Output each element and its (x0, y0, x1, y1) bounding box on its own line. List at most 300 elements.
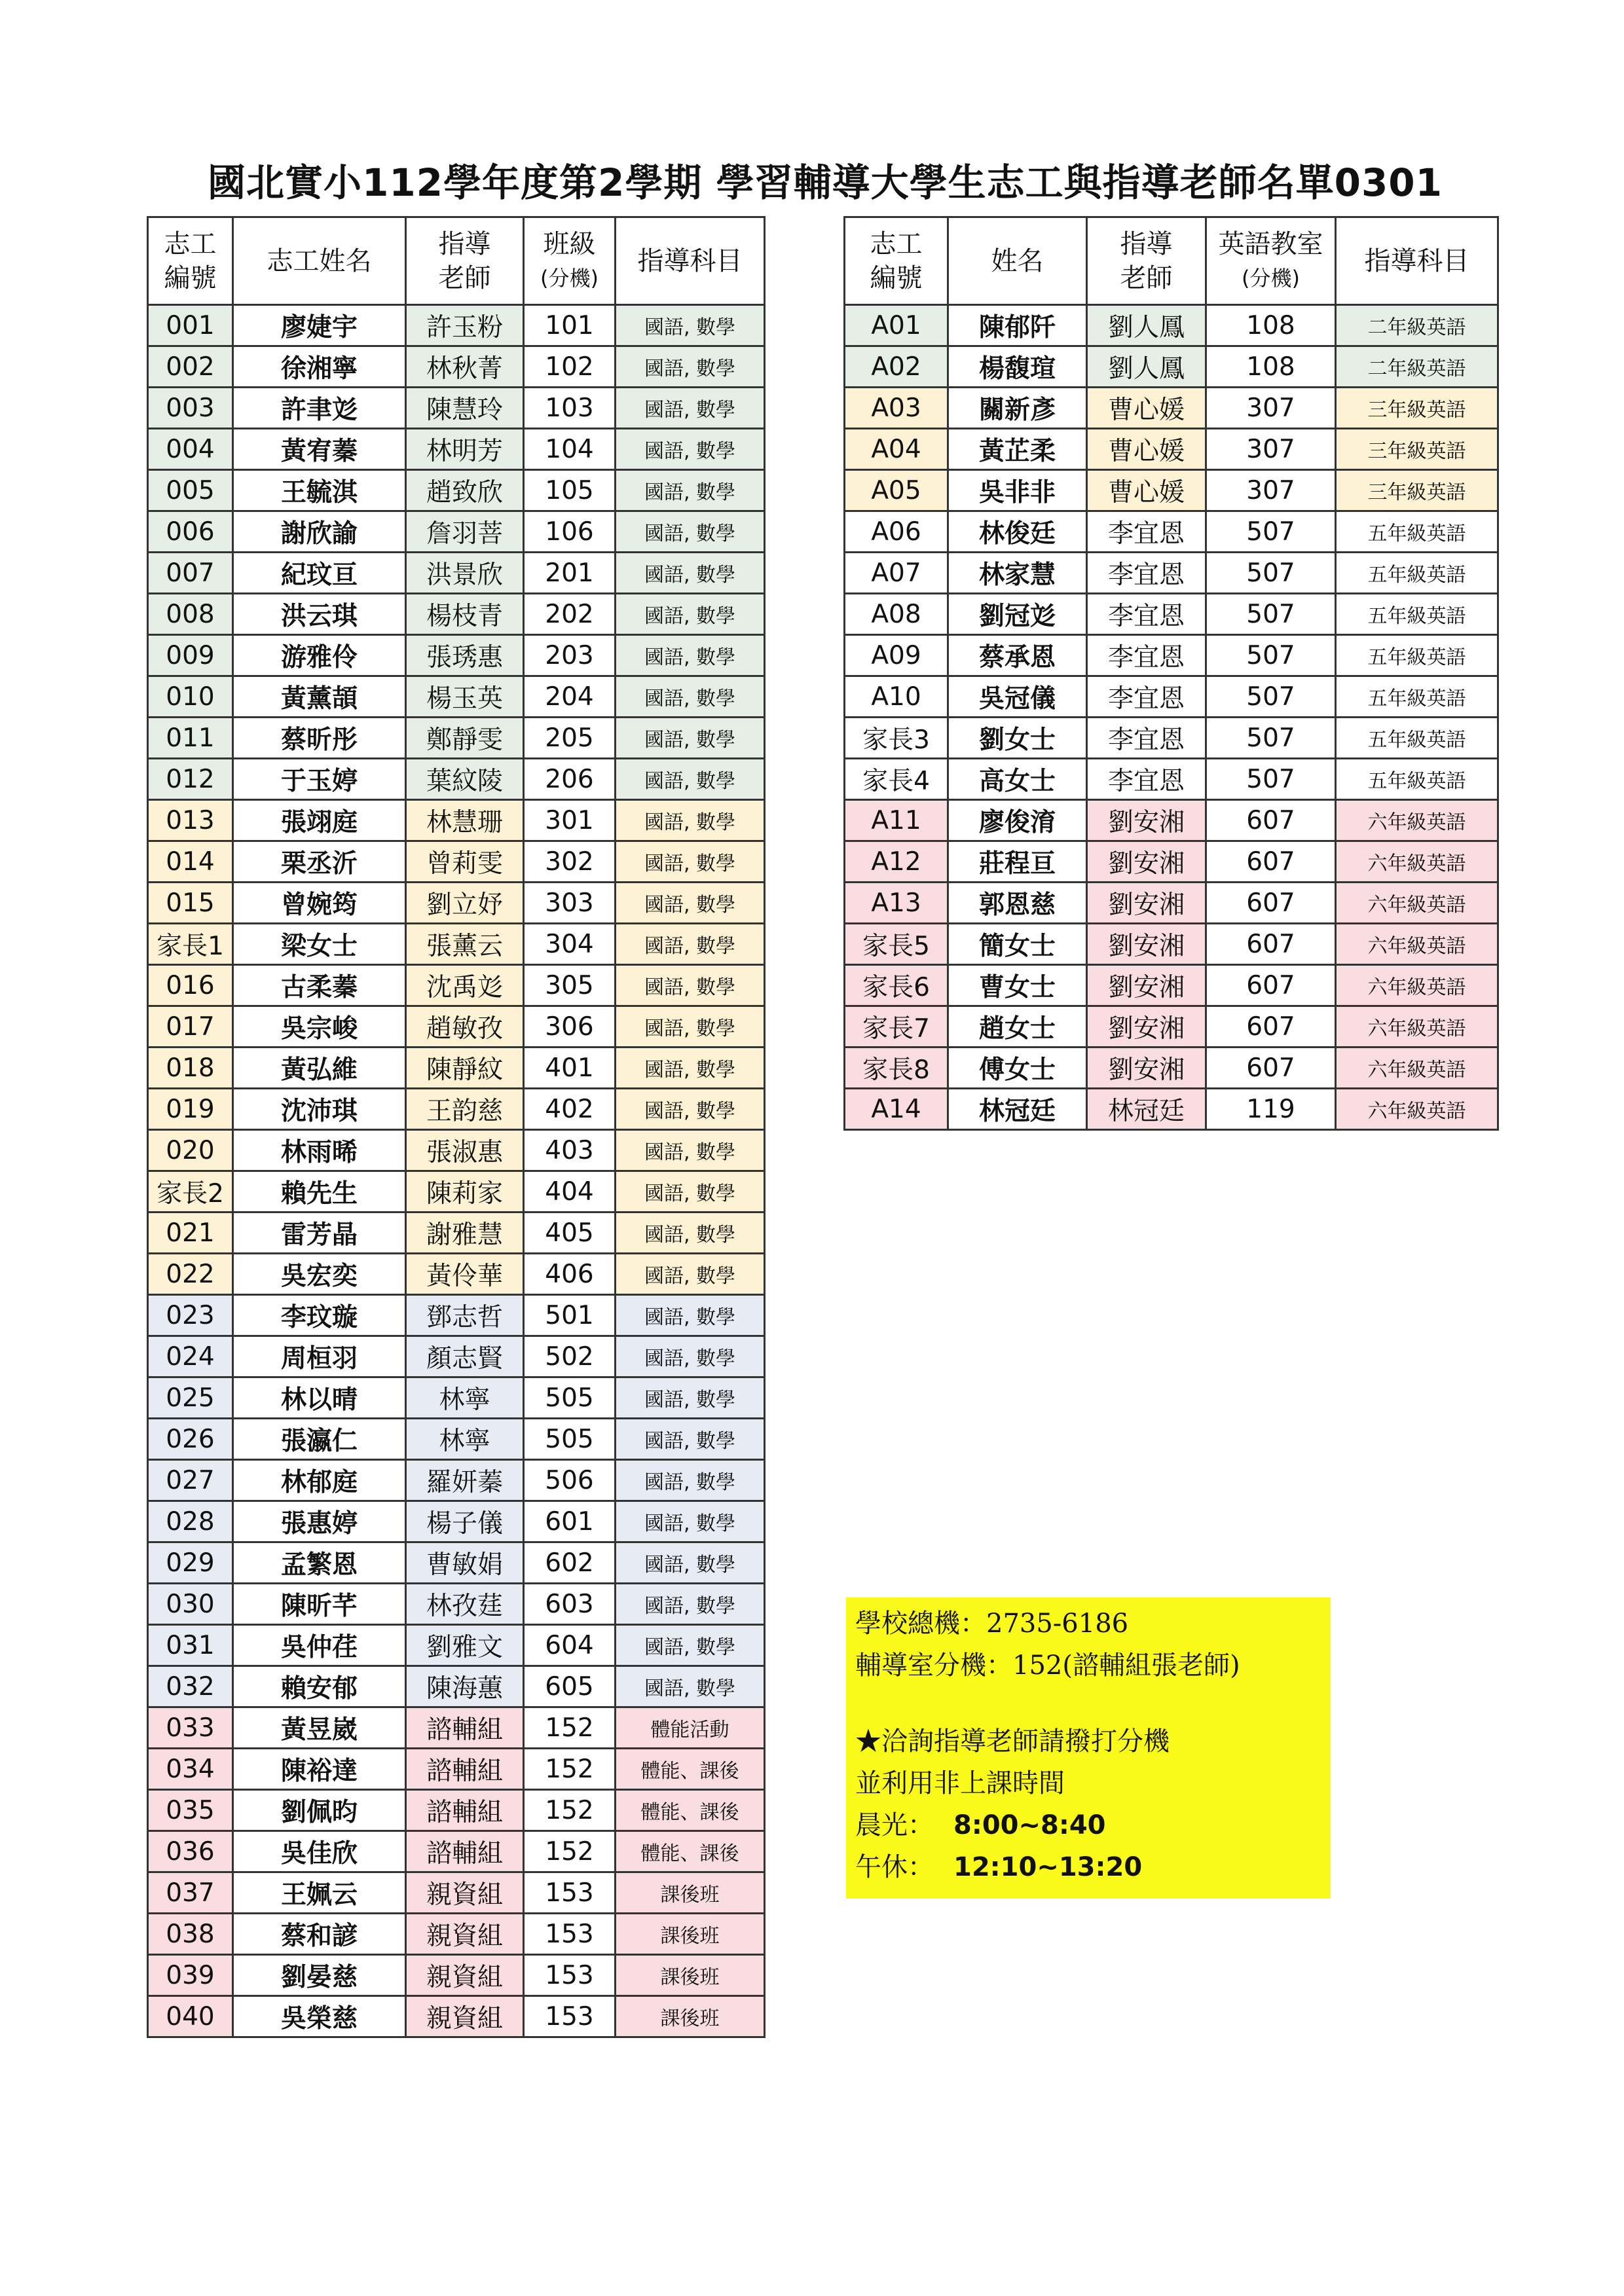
table-row (148, 718, 765, 759)
cell-class: 507 (1206, 553, 1336, 594)
cell-name: 王姵云 (233, 1872, 406, 1914)
cell-teacher: 林慧珊 (406, 800, 524, 841)
table-row (148, 800, 765, 841)
table-row (148, 841, 765, 883)
header-class-label: 英語教室 (1218, 228, 1323, 259)
cell-subject: 五年級英語 (1336, 718, 1498, 759)
cell-class: 607 (1206, 883, 1336, 924)
cell-id: 035 (148, 1790, 233, 1831)
cell-name: 吳宏奕 (233, 1254, 406, 1295)
cell-id: 025 (148, 1377, 233, 1419)
table-row (148, 1625, 765, 1666)
cell-id: 011 (148, 718, 233, 759)
cell-subject: 國語, 數學 (616, 470, 765, 511)
header-teacher: 指導 老師 (1087, 217, 1206, 305)
cell-name: 黃弘維 (233, 1048, 406, 1089)
cell-class: 502 (524, 1336, 616, 1377)
table-header-row (148, 217, 765, 305)
cell-class: 401 (524, 1048, 616, 1089)
header-class-sub: (分機) (540, 265, 599, 291)
cell-teacher: 張淑惠 (406, 1130, 524, 1171)
cell-teacher: 李宜恩 (1087, 553, 1206, 594)
cell-teacher: 親資組 (406, 1996, 524, 2037)
table-row (845, 965, 1498, 1006)
header-class (524, 217, 616, 305)
cell-teacher: 楊枝青 (406, 594, 524, 635)
cell-name: 趙女士 (948, 1006, 1087, 1048)
cell-name: 黃薰頡 (233, 676, 406, 718)
cell-subject: 六年級英語 (1336, 924, 1498, 965)
cell-class: 153 (524, 1914, 616, 1955)
cell-class: 105 (524, 470, 616, 511)
cell-name: 簡女士 (948, 924, 1087, 965)
table-row (845, 1089, 1498, 1130)
cell-subject: 二年級英語 (1336, 305, 1498, 346)
cell-id: 家長1 (148, 924, 233, 965)
table-row (148, 346, 765, 388)
noon-time-row (855, 1846, 1321, 1888)
cell-class: 602 (524, 1542, 616, 1584)
table-row (148, 1377, 765, 1419)
header-id: 志工 編號 (845, 217, 948, 305)
cell-id: 家長8 (845, 1048, 948, 1089)
cell-name: 謝欣諭 (233, 511, 406, 553)
cell-class: 204 (524, 676, 616, 718)
table-row (148, 1707, 765, 1749)
cell-subject: 國語, 數學 (616, 1295, 765, 1336)
cell-teacher: 陳莉家 (406, 1171, 524, 1212)
cell-subject: 六年級英語 (1336, 1048, 1498, 1089)
cell-class: 307 (1206, 470, 1336, 511)
cell-name: 孟繁恩 (233, 1542, 406, 1584)
cell-id: A04 (845, 429, 948, 470)
cell-name: 高女士 (948, 759, 1087, 800)
cell-id: 006 (148, 511, 233, 553)
cell-subject: 體能、課後 (616, 1749, 765, 1790)
cell-name: 傅女士 (948, 1048, 1087, 1089)
cell-id: 022 (148, 1254, 233, 1295)
cell-subject: 國語, 數學 (616, 1542, 765, 1584)
cell-name: 關新彥 (948, 388, 1087, 429)
cell-class: 307 (1206, 388, 1336, 429)
cell-subject: 國語, 數學 (616, 924, 765, 965)
cell-name: 于玉婷 (233, 759, 406, 800)
table-row (148, 429, 765, 470)
cell-name: 劉冠彣 (948, 594, 1087, 635)
table-row (148, 1048, 765, 1089)
cell-class: 406 (524, 1254, 616, 1295)
table-row (845, 429, 1498, 470)
cell-teacher: 楊子儀 (406, 1501, 524, 1542)
table-row (845, 718, 1498, 759)
table-row (845, 470, 1498, 511)
table-row (845, 511, 1498, 553)
cell-id: 024 (148, 1336, 233, 1377)
cell-name: 陳郁阡 (948, 305, 1087, 346)
cell-subject: 國語, 數學 (616, 676, 765, 718)
table-row (148, 470, 765, 511)
table-row (148, 553, 765, 594)
cell-teacher: 李宜恩 (1087, 676, 1206, 718)
cell-id: 032 (148, 1666, 233, 1707)
cell-teacher: 王韵慈 (406, 1089, 524, 1130)
cell-id: 040 (148, 1996, 233, 2037)
cell-teacher: 林秋菁 (406, 346, 524, 388)
cell-id: 016 (148, 965, 233, 1006)
cell-id: 004 (148, 429, 233, 470)
cell-id: 028 (148, 1501, 233, 1542)
page-title: 國北實小112學年度第2學期 學習輔導大學生志工與指導老師名單0301 (207, 160, 1443, 205)
cell-teacher: 親資組 (406, 1914, 524, 1955)
cell-id: 015 (148, 883, 233, 924)
cell-teacher: 李宜恩 (1087, 635, 1206, 676)
cell-teacher: 葉紋陵 (406, 759, 524, 800)
cell-name: 蔡昕彤 (233, 718, 406, 759)
cell-teacher: 李宜恩 (1087, 718, 1206, 759)
cell-name: 吳冠儀 (948, 676, 1087, 718)
table-row (148, 635, 765, 676)
cell-class: 201 (524, 553, 616, 594)
cell-teacher: 鄭靜雯 (406, 718, 524, 759)
cell-name: 張瀛仁 (233, 1419, 406, 1460)
cell-teacher: 劉安湘 (1087, 1006, 1206, 1048)
cell-class: 206 (524, 759, 616, 800)
table-row (148, 1254, 765, 1295)
contact-instruction: ★洽詢指導老師請撥打分機 (855, 1726, 1170, 1757)
cell-id: 036 (148, 1831, 233, 1872)
cell-teacher: 許玉粉 (406, 305, 524, 346)
cell-name: 吳宗峻 (233, 1006, 406, 1048)
volunteer-table-english (843, 216, 1499, 1131)
cell-subject: 國語, 數學 (616, 718, 765, 759)
cell-teacher: 親資組 (406, 1955, 524, 1996)
cell-subject: 三年級英語 (1336, 388, 1498, 429)
cell-name: 黃宥蓁 (233, 429, 406, 470)
cell-teacher: 林孜莛 (406, 1584, 524, 1625)
cell-name: 黃芷柔 (948, 429, 1087, 470)
table-row (845, 841, 1498, 883)
table-row (845, 1006, 1498, 1048)
cell-teacher: 林明芳 (406, 429, 524, 470)
cell-subject: 五年級英語 (1336, 594, 1498, 635)
cell-subject: 五年級英語 (1336, 553, 1498, 594)
cell-id: 037 (148, 1872, 233, 1914)
table-row (148, 1790, 765, 1831)
cell-name: 廖婕宇 (233, 305, 406, 346)
cell-id: 009 (148, 635, 233, 676)
cell-subject: 體能、課後 (616, 1831, 765, 1872)
cell-subject: 體能、課後 (616, 1790, 765, 1831)
table-row (148, 1914, 765, 1955)
left-table-body (148, 305, 765, 2037)
table-row (845, 594, 1498, 635)
cell-id: A02 (845, 346, 948, 388)
table-row (148, 1872, 765, 1914)
table-row (148, 1955, 765, 1996)
cell-name: 張惠婷 (233, 1501, 406, 1542)
cell-class: 303 (524, 883, 616, 924)
cell-name: 劉女士 (948, 718, 1087, 759)
cell-name: 紀玟亘 (233, 553, 406, 594)
cell-teacher: 曹心媛 (1087, 470, 1206, 511)
cell-name: 林冠廷 (948, 1089, 1087, 1130)
cell-subject: 國語, 數學 (616, 1666, 765, 1707)
cell-class: 108 (1206, 305, 1336, 346)
table-row (845, 553, 1498, 594)
cell-class: 152 (524, 1749, 616, 1790)
cell-teacher: 顏志賢 (406, 1336, 524, 1377)
cell-class: 507 (1206, 676, 1336, 718)
cell-subject: 體能活動 (616, 1707, 765, 1749)
morning-label: 晨光： (855, 1810, 934, 1840)
cell-subject: 國語, 數學 (616, 594, 765, 635)
cell-subject: 課後班 (616, 1996, 765, 2037)
cell-subject: 國語, 數學 (616, 965, 765, 1006)
cell-name: 游雅伶 (233, 635, 406, 676)
cell-class: 101 (524, 305, 616, 346)
cell-teacher: 劉雅文 (406, 1625, 524, 1666)
cell-teacher: 趙敏孜 (406, 1006, 524, 1048)
cell-teacher: 劉安湘 (1087, 924, 1206, 965)
cell-name: 陳昕芊 (233, 1584, 406, 1625)
cell-class: 605 (524, 1666, 616, 1707)
cell-subject: 國語, 數學 (616, 429, 765, 470)
cell-subject: 課後班 (616, 1872, 765, 1914)
cell-name: 劉晏慈 (233, 1955, 406, 1996)
cell-id: 005 (148, 470, 233, 511)
cell-subject: 國語, 數學 (616, 511, 765, 553)
table-row (148, 1749, 765, 1790)
cell-subject: 二年級英語 (1336, 346, 1498, 388)
cell-teacher: 詹羽菩 (406, 511, 524, 553)
cell-name: 梁女士 (233, 924, 406, 965)
cell-teacher: 曾莉雯 (406, 841, 524, 883)
spacer (855, 1686, 1321, 1721)
table-row (148, 759, 765, 800)
cell-id: 033 (148, 1707, 233, 1749)
cell-class: 305 (524, 965, 616, 1006)
cell-id: 家長7 (845, 1006, 948, 1048)
morning-time: 8:00~8:40 (953, 1810, 1106, 1840)
cell-class: 607 (1206, 924, 1336, 965)
cell-teacher: 林寧 (406, 1377, 524, 1419)
cell-name: 張翊庭 (233, 800, 406, 841)
table-row (148, 1006, 765, 1048)
cell-class: 604 (524, 1625, 616, 1666)
table-row (845, 1048, 1498, 1089)
cell-name: 雷芳晶 (233, 1212, 406, 1254)
cell-id: 家長2 (148, 1171, 233, 1212)
cell-id: 008 (148, 594, 233, 635)
cell-subject: 國語, 數學 (616, 553, 765, 594)
table-row (148, 1460, 765, 1501)
table-row (845, 883, 1498, 924)
cell-teacher: 劉安湘 (1087, 1048, 1206, 1089)
table-row (148, 305, 765, 346)
cell-name: 蔡承恩 (948, 635, 1087, 676)
cell-name: 徐湘寧 (233, 346, 406, 388)
cell-class: 607 (1206, 1006, 1336, 1048)
table-row (148, 883, 765, 924)
cell-id: 家長3 (845, 718, 948, 759)
cell-name: 林郁庭 (233, 1460, 406, 1501)
cell-subject: 國語, 數學 (616, 1212, 765, 1254)
cell-class: 505 (524, 1419, 616, 1460)
cell-teacher: 劉安湘 (1087, 841, 1206, 883)
cell-subject: 六年級英語 (1336, 965, 1498, 1006)
cell-teacher: 陳靜紋 (406, 1048, 524, 1089)
cell-id: 002 (148, 346, 233, 388)
cell-id: A07 (845, 553, 948, 594)
cell-id: A06 (845, 511, 948, 553)
cell-class: 601 (524, 1501, 616, 1542)
cell-class: 607 (1206, 841, 1336, 883)
cell-subject: 國語, 數學 (616, 1584, 765, 1625)
cell-name: 洪云琪 (233, 594, 406, 635)
cell-id: 家長5 (845, 924, 948, 965)
table-row (845, 346, 1498, 388)
cell-id: A08 (845, 594, 948, 635)
table-row (148, 924, 765, 965)
cell-name: 王毓淇 (233, 470, 406, 511)
cell-teacher: 劉安湘 (1087, 965, 1206, 1006)
cell-id: 031 (148, 1625, 233, 1666)
cell-class: 106 (524, 511, 616, 553)
table-row (148, 1666, 765, 1707)
contact-info-box (846, 1597, 1331, 1899)
cell-teacher: 諮輔組 (406, 1707, 524, 1749)
morning-time-row (855, 1804, 1321, 1846)
cell-teacher: 黃伶華 (406, 1254, 524, 1295)
cell-id: A03 (845, 388, 948, 429)
cell-class: 153 (524, 1872, 616, 1914)
cell-subject: 五年級英語 (1336, 676, 1498, 718)
cell-subject: 國語, 數學 (616, 635, 765, 676)
noon-label: 午休： (855, 1852, 934, 1882)
noon-time: 12:10~13:20 (953, 1852, 1143, 1882)
cell-subject: 五年級英語 (1336, 759, 1498, 800)
cell-subject: 國語, 數學 (616, 1048, 765, 1089)
cell-subject: 國語, 數學 (616, 1377, 765, 1419)
header-name: 志工姓名 (233, 217, 406, 305)
cell-name: 莊程亘 (948, 841, 1087, 883)
header-teacher: 指導 老師 (406, 217, 524, 305)
table-row (845, 800, 1498, 841)
cell-class: 405 (524, 1212, 616, 1254)
table-row (148, 1130, 765, 1171)
header-id: 志工 編號 (148, 217, 233, 305)
table-row (148, 1336, 765, 1377)
header-subject: 指導科目 (1336, 217, 1498, 305)
cell-subject: 國語, 數學 (616, 1130, 765, 1171)
cell-id: A01 (845, 305, 948, 346)
cell-name: 林以晴 (233, 1377, 406, 1419)
cell-id: A14 (845, 1089, 948, 1130)
cell-id: 020 (148, 1130, 233, 1171)
cell-class: 607 (1206, 800, 1336, 841)
cell-teacher: 張琇惠 (406, 635, 524, 676)
cell-subject: 課後班 (616, 1914, 765, 1955)
cell-id: 030 (148, 1584, 233, 1625)
cell-class: 505 (524, 1377, 616, 1419)
cell-id: 012 (148, 759, 233, 800)
header-class-label: 班級 (543, 228, 596, 259)
cell-name: 吳非非 (948, 470, 1087, 511)
cell-name: 曹女士 (948, 965, 1087, 1006)
cell-id: A11 (845, 800, 948, 841)
cell-class: 301 (524, 800, 616, 841)
table-row (845, 388, 1498, 429)
cell-id: 003 (148, 388, 233, 429)
cell-teacher: 李宜恩 (1087, 594, 1206, 635)
cell-name: 曾婉筠 (233, 883, 406, 924)
cell-name: 賴安郁 (233, 1666, 406, 1707)
cell-teacher: 劉安湘 (1087, 800, 1206, 841)
cell-teacher: 鄧志哲 (406, 1295, 524, 1336)
cell-class: 203 (524, 635, 616, 676)
cell-subject: 國語, 數學 (616, 1460, 765, 1501)
table-row (845, 924, 1498, 965)
cell-teacher: 諮輔組 (406, 1749, 524, 1790)
cell-subject: 國語, 數學 (616, 1254, 765, 1295)
cell-subject: 國語, 數學 (616, 759, 765, 800)
table-row (148, 1542, 765, 1584)
cell-name: 賴先生 (233, 1171, 406, 1212)
cell-name: 吳榮慈 (233, 1996, 406, 2037)
cell-class: 104 (524, 429, 616, 470)
cell-id: A10 (845, 676, 948, 718)
table-row (148, 1996, 765, 2037)
cell-subject: 國語, 數學 (616, 841, 765, 883)
cell-id: 013 (148, 800, 233, 841)
cell-teacher: 劉人鳳 (1087, 346, 1206, 388)
cell-subject: 三年級英語 (1336, 429, 1498, 470)
cell-teacher: 陳海蕙 (406, 1666, 524, 1707)
cell-class: 507 (1206, 594, 1336, 635)
header-name: 姓名 (948, 217, 1087, 305)
cell-class: 153 (524, 1955, 616, 1996)
cell-teacher: 親資組 (406, 1872, 524, 1914)
cell-id: 021 (148, 1212, 233, 1254)
cell-name: 陳裕達 (233, 1749, 406, 1790)
cell-subject: 國語, 數學 (616, 1089, 765, 1130)
cell-class: 152 (524, 1707, 616, 1749)
cell-class: 302 (524, 841, 616, 883)
cell-subject: 六年級英語 (1336, 1089, 1498, 1130)
cell-id: A13 (845, 883, 948, 924)
cell-subject: 六年級英語 (1336, 800, 1498, 841)
cell-name: 沈沛琪 (233, 1089, 406, 1130)
cell-id: 026 (148, 1419, 233, 1460)
cell-subject: 國語, 數學 (616, 800, 765, 841)
cell-teacher: 楊玉英 (406, 676, 524, 718)
table-row (148, 1831, 765, 1872)
cell-teacher: 李宜恩 (1087, 511, 1206, 553)
cell-subject: 國語, 數學 (616, 1419, 765, 1460)
cell-id: A12 (845, 841, 948, 883)
cell-name: 許聿彣 (233, 388, 406, 429)
cell-teacher: 洪景欣 (406, 553, 524, 594)
cell-id: 027 (148, 1460, 233, 1501)
cell-name: 栗丞沂 (233, 841, 406, 883)
table-row (845, 635, 1498, 676)
cell-name: 林俊廷 (948, 511, 1087, 553)
cell-name: 劉佩昀 (233, 1790, 406, 1831)
cell-teacher: 劉人鳳 (1087, 305, 1206, 346)
cell-id: 017 (148, 1006, 233, 1048)
cell-class: 403 (524, 1130, 616, 1171)
cell-subject: 五年級英語 (1336, 635, 1498, 676)
